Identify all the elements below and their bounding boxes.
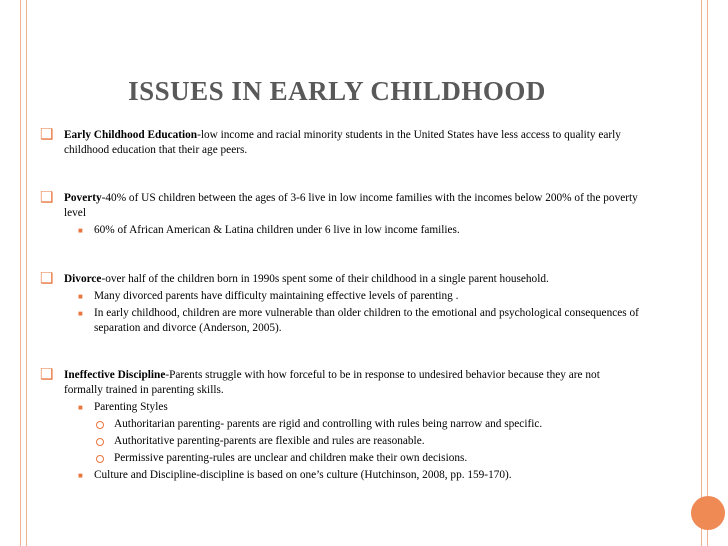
sub-sub-bullet-text: Authoritarian parenting- parents are rigid and controlling with rules being narrow and specific. bbox=[114, 418, 543, 430]
ring-bullet-icon bbox=[96, 455, 104, 463]
sub-sub-bullet-item bbox=[114, 434, 640, 449]
decorative-line-right-2 bbox=[707, 0, 708, 546]
square-bullet-icon: ■ bbox=[78, 226, 83, 235]
bullet-item-early-childhood-education bbox=[40, 128, 640, 158]
sub-bullet-item bbox=[78, 223, 640, 238]
sub-bullet-text: 60% of African American & Latina children under 6 live in low income families. bbox=[94, 224, 460, 236]
ring-bullet-icon bbox=[96, 421, 104, 429]
bullet-heading: Divorce bbox=[64, 273, 102, 285]
bullet-item-ineffective-discipline bbox=[40, 368, 640, 483]
square-bullet-icon: ■ bbox=[78, 403, 83, 412]
sub-sub-bullet-text: Permissive parenting-rules are unclear and children make their own decisions. bbox=[114, 452, 468, 464]
slide-content bbox=[40, 128, 640, 483]
sub-bullet-item bbox=[78, 289, 640, 304]
sub-bullet-item bbox=[78, 306, 640, 336]
bullet-icon: ❑ bbox=[40, 190, 54, 206]
sub-bullet-text: In early childhood, children are more vulnerable than older children to the emotional and psychological consequences of separation and divorce (Anderson, 2005). bbox=[94, 307, 639, 334]
sub-bullet-item bbox=[78, 468, 640, 483]
square-bullet-icon: ■ bbox=[78, 292, 83, 301]
square-bullet-icon: ■ bbox=[78, 471, 83, 480]
bullet-heading: Ineffective Discipline bbox=[64, 369, 166, 381]
bullet-text: -Parents struggle with how forceful to be in response to undesired behavior because they are not formally trained in parenting skills. bbox=[64, 369, 600, 396]
bullet-heading: Poverty bbox=[64, 192, 102, 204]
bullet-icon: ❑ bbox=[40, 271, 54, 287]
bullet-item-divorce bbox=[40, 272, 640, 336]
ring-bullet-icon bbox=[96, 438, 104, 446]
sub-bullet-text: Parenting Styles bbox=[94, 401, 168, 413]
sub-bullet-text: Many divorced parents have difficulty maintaining effective levels of parenting . bbox=[94, 290, 459, 302]
decorative-circle bbox=[691, 496, 725, 530]
bullet-text: -over half of the children born in 1990s spent some of their childhood in a single parent household. bbox=[101, 273, 549, 285]
bullet-item-poverty bbox=[40, 191, 640, 238]
bullet-text: -40% of US children between the ages of 3-6 live in low income families with the incomes below 200% of the poverty level bbox=[64, 192, 638, 219]
sub-sub-bullet-item bbox=[114, 451, 640, 466]
bullet-icon: ❑ bbox=[40, 367, 54, 383]
decorative-line-right-1 bbox=[701, 0, 702, 546]
sub-sub-bullet-item bbox=[114, 417, 640, 432]
bullet-heading: Early Childhood Education bbox=[64, 129, 198, 141]
bullet-text: -low income and racial minority students in the United States have less access to quality early childhood education that their age peers. bbox=[64, 129, 621, 156]
sub-sub-bullet-text: Authoritative parenting-parents are flexible and rules are reasonable. bbox=[114, 435, 425, 447]
square-bullet-icon: ■ bbox=[78, 309, 83, 318]
sub-bullet-item bbox=[78, 400, 640, 415]
slide-title: ISSUES IN EARLY CHILDHOOD bbox=[128, 76, 546, 106]
bullet-icon: ❑ bbox=[40, 127, 54, 143]
sub-bullet-text: Culture and Discipline-discipline is based on one’s culture (Hutchinson, 2008, pp. 159-170). bbox=[94, 469, 512, 481]
